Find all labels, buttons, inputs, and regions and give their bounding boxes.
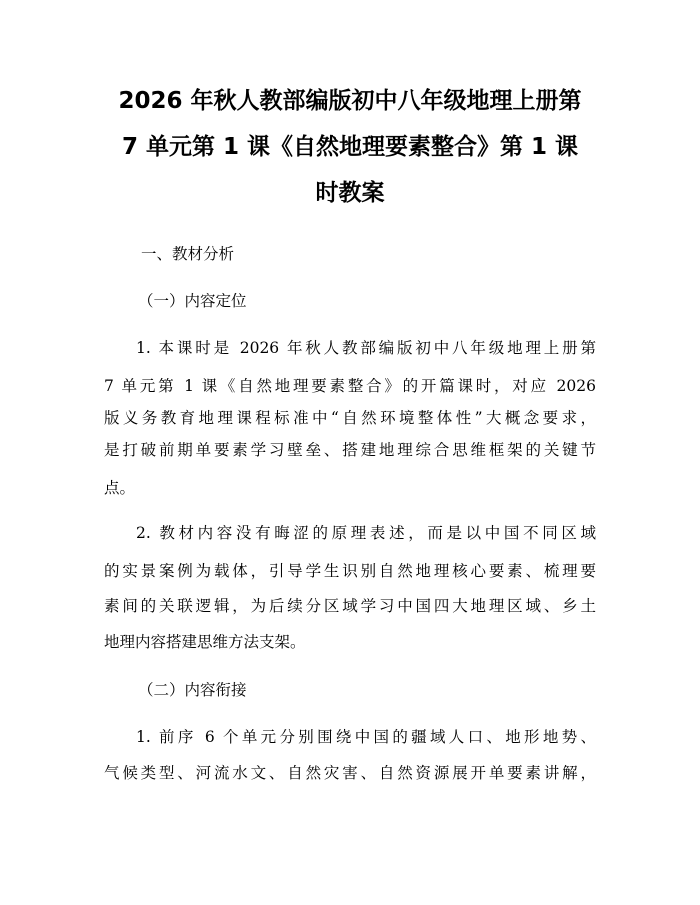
paragraph-line: 版义务教育地理课程标准中“自然环境整体性”大概念要求， — [104, 409, 596, 427]
title-line: 7 单元第 1 课《自然地理要素整合》第 1 课 — [121, 134, 579, 160]
paragraph-line: 2. 教材内容没有晦涩的原理表述，而是以中国不同区域 — [136, 524, 596, 542]
title-line: 2026 年秋人教部编版初中八年级地理上册第 — [118, 88, 582, 114]
subsection-heading-content-positioning: （一）内容定位 — [138, 292, 247, 310]
paragraph-line: 地理内容搭建思维方法支架。 — [104, 633, 306, 651]
paragraph-line: 7 单元第 1 课《自然地理要素整合》的开篇课时，对应 2026 — [104, 377, 596, 395]
subsection-heading-content-connection: （二）内容衔接 — [138, 681, 247, 699]
document-title — [95, 78, 605, 216]
paragraph-line: 气候类型、河流水文、自然灾害、自然资源展开单要素讲解， — [104, 764, 596, 782]
title-line: 时教案 — [315, 180, 385, 206]
paragraph-line: 1. 本课时是 2026 年秋人教部编版初中八年级地理上册第 — [136, 339, 596, 357]
paragraph-line: 点。 — [104, 479, 136, 497]
paragraph-line: 1. 前序 6 个单元分别围绕中国的疆域人口、地形地势、 — [136, 728, 596, 746]
section-heading-textbook-analysis: 一、教材分析 — [141, 245, 235, 263]
paragraph-line: 是打破前期单要素学习壁垒、搭建地理综合思维框架的关键节 — [104, 441, 596, 459]
paragraph-line: 素间的关联逻辑，为后续分区域学习中国四大地理区域、乡土 — [104, 597, 596, 615]
paragraph-line: 的实景案例为载体，引导学生识别自然地理核心要素、梳理要 — [104, 562, 596, 580]
